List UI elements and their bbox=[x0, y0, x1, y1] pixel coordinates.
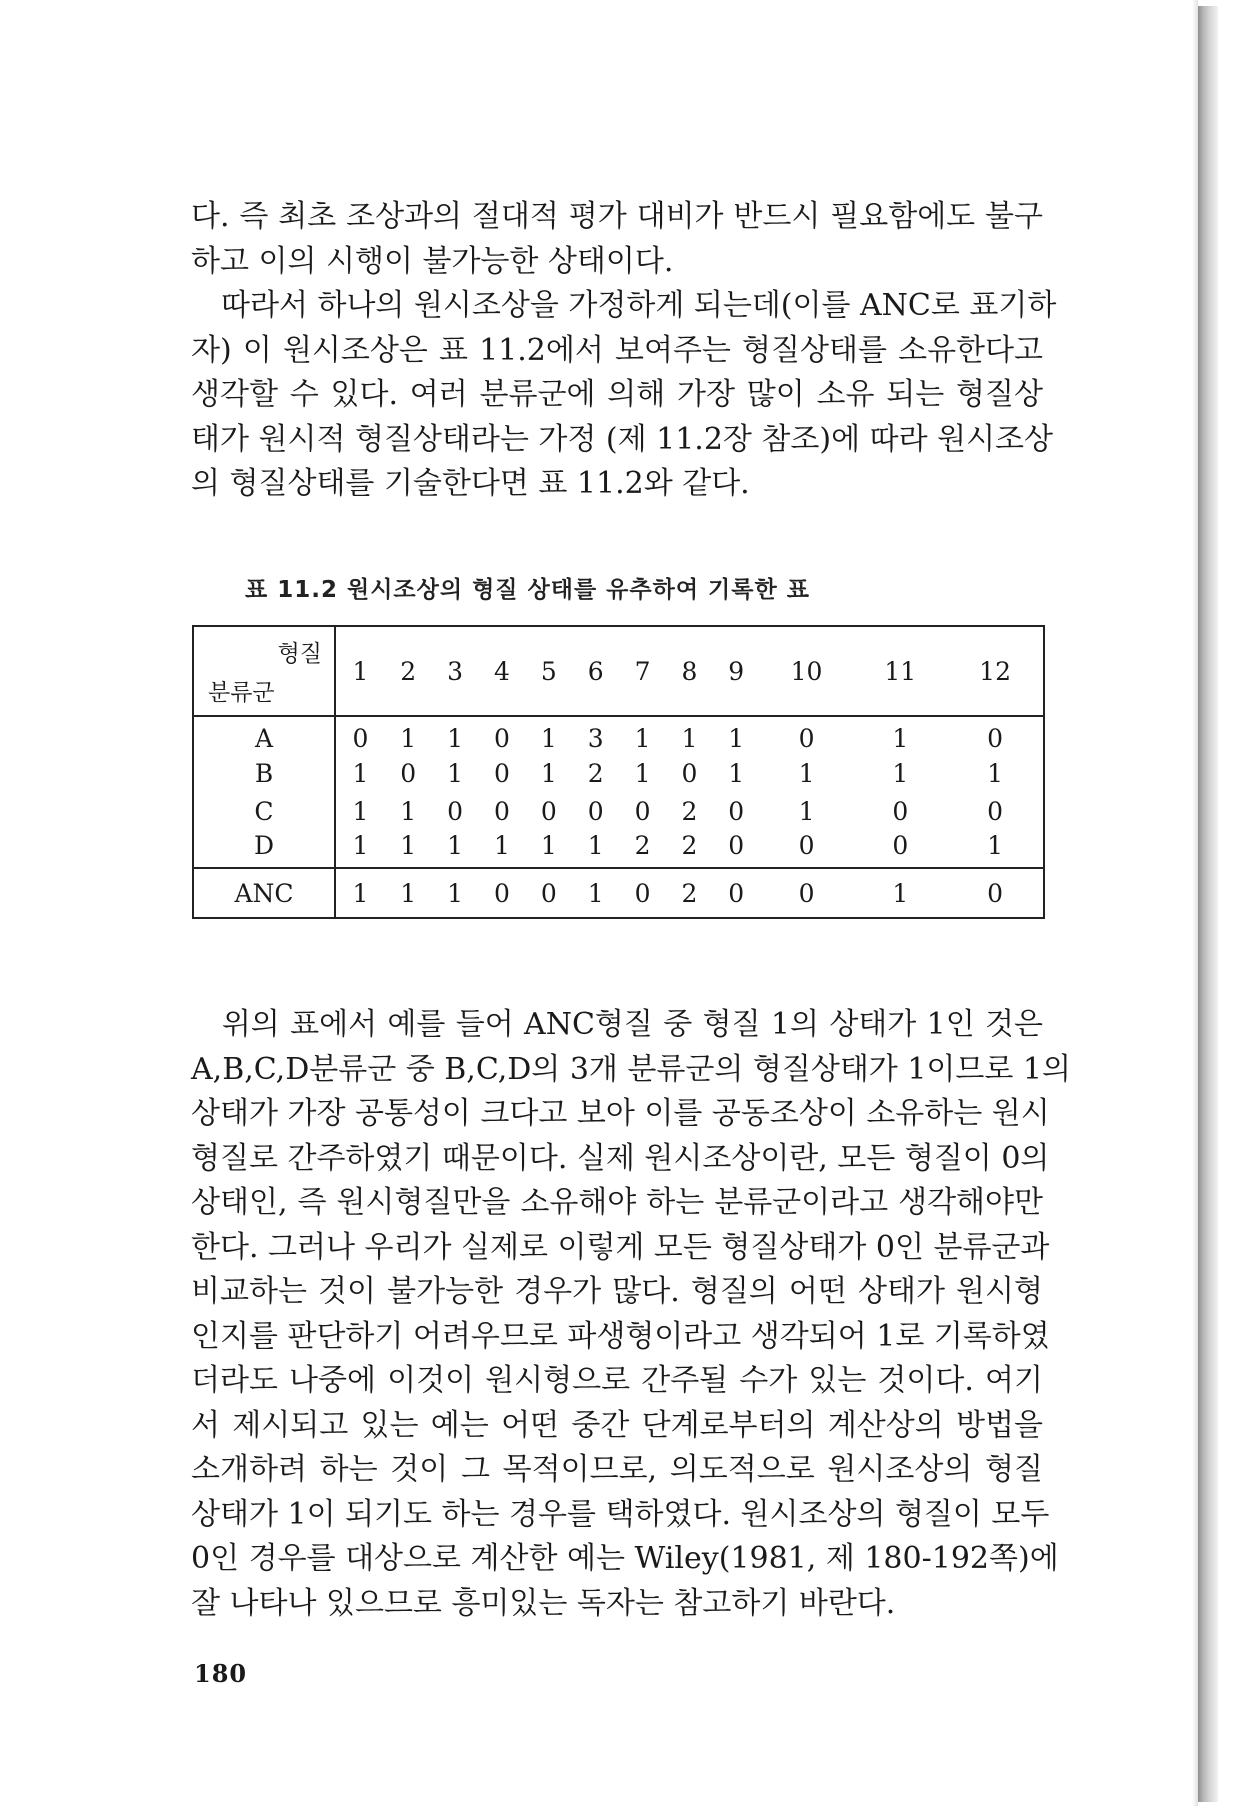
table-cell: 0 bbox=[540, 796, 557, 826]
table-cell: 0 bbox=[760, 868, 854, 918]
table-row bbox=[193, 754, 1044, 792]
table-cell: 2 bbox=[634, 831, 651, 860]
column-header: 10 bbox=[760, 626, 854, 716]
text-line: 상태가 1이 되기도 하는 경우를 택하였다. 원시조상의 형질이 모두 bbox=[191, 1496, 1050, 1532]
table-cell: 1 bbox=[892, 724, 909, 753]
table-cell: 1 bbox=[432, 868, 479, 918]
text-line: 따라서 하나의 원시조상을 가정하게 되는데(이를 ANC로 표기하 bbox=[191, 288, 1057, 323]
text-line: 다. 즉 최초 조상과의 절대적 평가 대비가 반드시 필요함에도 불구 bbox=[191, 199, 1043, 234]
table-caption: 표 11.2 원시조상의 형질 상태를 유추하여 기록한 표 bbox=[245, 577, 810, 603]
taxon-label: D bbox=[193, 830, 335, 868]
table-cell: 1 bbox=[494, 831, 510, 860]
table-cell: 0 bbox=[619, 868, 666, 918]
table-cell: 1 bbox=[400, 796, 417, 826]
table-cell: 1 bbox=[798, 758, 815, 788]
text-line: 비교하는 것이 불가능한 경우가 많다. 형질의 어떤 상태가 원시형 bbox=[191, 1274, 1043, 1309]
table-header-row bbox=[193, 626, 1044, 716]
character-header-label: 형질 bbox=[277, 641, 322, 667]
table-cell: 0 bbox=[728, 796, 745, 826]
text-line: 상태가 가장 공통성이 크다고 보아 이를 공동조상이 소유하는 원시 bbox=[191, 1096, 1050, 1131]
table-row bbox=[193, 792, 1044, 830]
table-cell: 0 bbox=[987, 796, 1004, 826]
table-cell: 1 bbox=[728, 724, 745, 753]
table-cell: 0 bbox=[447, 796, 464, 826]
text-line: 자) 이 원시조상은 표 11.2에서 보여주는 형질상태를 소유한다고 bbox=[191, 332, 1043, 368]
text-line: 서 제시되고 있는 예는 어떤 중간 단계로부터의 계산상의 방법을 bbox=[191, 1407, 1043, 1443]
character-state-table bbox=[192, 625, 1045, 919]
table-cell: 2 bbox=[681, 831, 698, 860]
table-cell: 1 bbox=[400, 831, 417, 860]
text-line: 더라도 나중에 이것이 원시형으로 간주될 수가 있는 것이다. 여기 bbox=[191, 1363, 1043, 1398]
table-cell: 1 bbox=[540, 724, 557, 753]
text-line: 위의 표에서 예를 들어 ANC형질 중 형질 1의 상태가 1인 것은 bbox=[191, 1007, 1043, 1042]
table-cell: 1 bbox=[540, 758, 557, 788]
table-cell: 0 bbox=[798, 831, 815, 860]
text-line: A,B,C,D분류군 중 B,C,D의 3개 분류군의 형질상태가 1이므로 1의 bbox=[191, 1051, 1071, 1087]
table-cell: 1 bbox=[352, 758, 369, 788]
table-cell: 0 bbox=[634, 796, 651, 826]
text-line: 잘 나타나 있으므로 흥미있는 독자는 참고하기 바란다. bbox=[191, 1585, 896, 1621]
text-line: 인지를 판단하기 어려우므로 파생형이라고 생각되어 1로 기록하였 bbox=[191, 1318, 1050, 1354]
table-cell: 1 bbox=[447, 758, 464, 788]
column-header: 7 bbox=[619, 626, 666, 716]
table-cell: 1 bbox=[892, 758, 909, 788]
table-cell: 0 bbox=[987, 724, 1004, 753]
table-cell: 1 bbox=[853, 868, 947, 918]
table-cell: 1 bbox=[447, 831, 464, 860]
table-cell: 2 bbox=[681, 796, 698, 826]
table-cell: 0 bbox=[681, 758, 698, 788]
table-cell: 1 bbox=[587, 831, 604, 860]
table-cell: 0 bbox=[892, 831, 909, 860]
taxon-header-label: 분류군 bbox=[208, 680, 275, 706]
column-header: 9 bbox=[713, 626, 760, 716]
table-cell: 0 bbox=[892, 796, 909, 826]
table-row bbox=[193, 716, 1044, 754]
table-cell: 0 bbox=[494, 758, 510, 788]
column-header: 12 bbox=[947, 626, 1044, 716]
table-cell: 1 bbox=[798, 796, 815, 826]
text-line: 0인 경우를 대상으로 계산한 예는 Wiley(1981, 제 180-192쪽)에 bbox=[191, 1541, 1059, 1576]
text-line: 형질로 간주하였기 때문이다. 실제 원시조상이란, 모든 형질이 0의 bbox=[191, 1140, 1050, 1176]
corner-header-cell bbox=[193, 626, 335, 716]
column-header: 8 bbox=[666, 626, 713, 716]
table-cell: 0 bbox=[587, 796, 604, 826]
table-cell: 0 bbox=[494, 724, 510, 753]
table-cell: 0 bbox=[947, 868, 1044, 918]
text-line: 한다. 그러나 우리가 실제로 이렇게 모든 형질상태가 0인 분류군과 bbox=[191, 1229, 1050, 1265]
text-line: 생각할 수 있다. 여러 분류군에 의해 가장 많이 소유 되는 형질상 bbox=[191, 377, 1043, 412]
page-number: 180 bbox=[194, 1659, 248, 1688]
ancestor-row bbox=[193, 868, 1044, 918]
table-cell: 1 bbox=[352, 796, 369, 826]
table-cell: 1 bbox=[987, 758, 1004, 788]
table-cell: 0 bbox=[728, 831, 745, 860]
column-header: 11 bbox=[853, 626, 947, 716]
table-cell: 1 bbox=[400, 724, 417, 753]
table-cell: 1 bbox=[572, 868, 619, 918]
text-line: 상태인, 즉 원시형질만을 소유해야 하는 분류군이라고 생각해야만 bbox=[191, 1185, 1043, 1220]
taxon-label: C bbox=[193, 792, 335, 830]
column-header: 6 bbox=[572, 626, 619, 716]
ancestor-label: ANC bbox=[193, 868, 335, 918]
taxon-label: B bbox=[193, 754, 335, 792]
table-cell: 1 bbox=[385, 868, 432, 918]
table-cell: 1 bbox=[634, 758, 651, 788]
table-cell: 1 bbox=[728, 758, 745, 788]
table-cell: 1 bbox=[987, 831, 1004, 860]
table-row bbox=[193, 830, 1044, 868]
table-cell: 0 bbox=[494, 796, 510, 826]
paragraph-1 bbox=[191, 195, 1057, 507]
table-cell: 1 bbox=[335, 868, 385, 918]
paragraph-2 bbox=[191, 1003, 1071, 1626]
table-cell: 3 bbox=[587, 724, 604, 753]
table-cell: 2 bbox=[666, 868, 713, 918]
column-header: 2 bbox=[385, 626, 432, 716]
table-cell: 0 bbox=[352, 724, 369, 753]
text-line: 소개하려 하는 것이 그 목적이므로, 의도적으로 원시조상의 형질 bbox=[191, 1452, 1043, 1487]
table-cell: 1 bbox=[681, 724, 698, 753]
taxon-label: A bbox=[193, 716, 335, 754]
table-cell: 0 bbox=[479, 868, 526, 918]
text-line: 의 형질상태를 기술한다면 표 11.2와 같다. bbox=[191, 466, 750, 501]
table-cell: 0 bbox=[798, 724, 815, 753]
text-line: 태가 원시적 형질상태라는 가정 (제 11.2장 참조)에 따라 원시조상 bbox=[191, 421, 1054, 457]
text-line: 하고 이의 시행이 불가능한 상태이다. bbox=[191, 243, 674, 279]
table-cell: 1 bbox=[540, 831, 557, 860]
table-cell: 0 bbox=[713, 868, 760, 918]
table-cell: 1 bbox=[634, 724, 651, 753]
page-shadow bbox=[1198, 6, 1218, 1802]
column-header: 1 bbox=[335, 626, 385, 716]
table-cell: 1 bbox=[352, 831, 369, 860]
column-header: 5 bbox=[525, 626, 572, 716]
table-cell: 0 bbox=[400, 758, 417, 788]
column-header: 4 bbox=[479, 626, 526, 716]
column-header: 3 bbox=[432, 626, 479, 716]
table-cell: 0 bbox=[525, 868, 572, 918]
table-cell: 2 bbox=[587, 758, 604, 788]
table-cell: 1 bbox=[447, 724, 464, 753]
